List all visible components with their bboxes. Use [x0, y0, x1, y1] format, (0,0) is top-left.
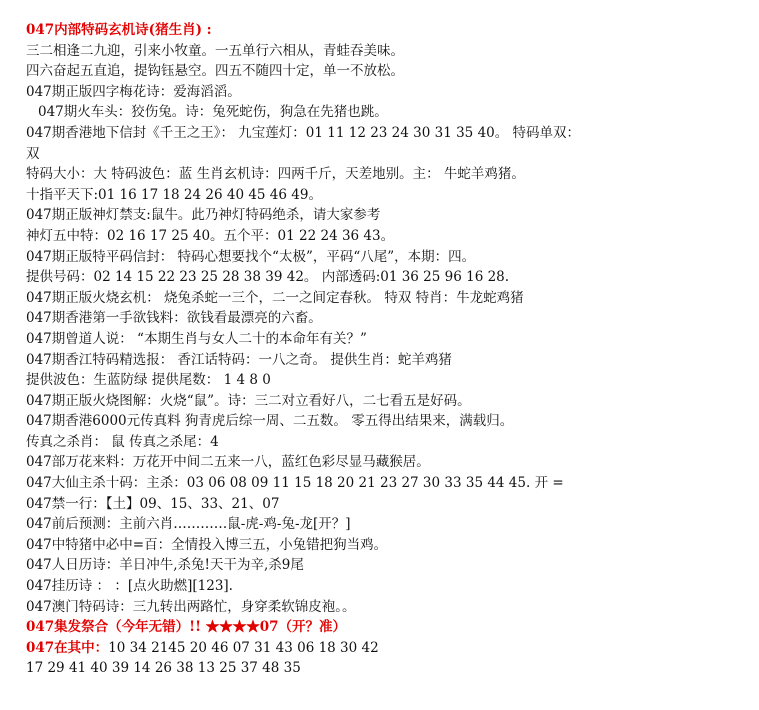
text-line: 047中特猪中必中=百：全情投入博三五，小兔错把狗当鸡。 — [26, 536, 388, 553]
text-line: 047禁一行：【土】09、15、33、21、07 — [26, 495, 280, 512]
text-line: 047期香港地下信封《千王之王》： 九宝莲灯：01 11 12 23 24 30 31 35 40。 特码单双： — [26, 124, 581, 141]
text-line: 双 — [26, 145, 40, 162]
text-block — [26, 20, 754, 679]
text-line: 047期正版特平码信封： 特码心想要找个“太极”，平码“八尾”，本期：四。 — [26, 248, 476, 265]
text-line: 047人日历诗：羊日冲牛,杀兔!天干为辛,杀9尾 — [26, 557, 304, 574]
text-line: 047期香江特码精选报： 香江话特码：一八之奇。 提供生肖：蛇羊鸡猪 — [26, 351, 452, 368]
text-line: 047期正版火烧图解：火烧“鼠”。诗：三二对立看好八，二七看五是好码。 — [26, 392, 471, 409]
text-line: 047期正版四字梅花诗：爱海滔滔。 — [26, 83, 241, 100]
text-line: 四六奋起五直追，提钩钰悬空。四五不随四十定，单一不放松。 — [26, 63, 404, 80]
text-line: 047期香港第一手欲钱料：欲钱看最漂亮的六畜。 — [26, 310, 322, 327]
text-line: 十指平天下:01 16 17 18 24 26 40 45 46 49。 — [26, 186, 322, 203]
text-line: 047期正版神灯禁支:鼠牛。此乃神灯特码绝杀，请大家参考 — [26, 207, 381, 224]
text-line: 特码大小：大 特码波色：蓝 生肖玄机诗：四两千斤，天差地别。主： 牛蛇羊鸡猪。 — [26, 166, 525, 183]
text-line: 047期正版火烧玄机： 烧兔杀蛇一三个，二一之间定春秋。 特双 特肖：牛龙蛇鸡猪 — [26, 289, 524, 306]
text-line: 047前后预测：主前六肖…………鼠-虎-鸡-兔-龙[开？] — [26, 516, 351, 533]
text-line: 047期曾道人说： “本期生肖与女人二十的本命年有关？” — [26, 330, 367, 347]
text-line: 提供号码：02 14 15 22 23 25 28 38 39 42。 内部透码:01 36 25 96 16 28. — [26, 269, 510, 286]
text-line: 047挂历诗 ： ：[点火助燃][123]. — [26, 578, 233, 595]
text-line: 047部万花来料：万花开中间二五来一八，蓝红色彩尽显马藏猴居。 — [26, 454, 430, 471]
text-line: 047澳门特码诗：三九转出两路忙，身穿柔软锦皮袍。。 — [26, 598, 356, 615]
text-line: 提供波色：生蓝防绿 提供尾数： 1 4 8 0 — [26, 372, 271, 389]
text-line: 047期火车头：狡伤兔。诗：兔死蛇伤，狗急在先猪也跳。 — [38, 104, 388, 121]
numbers-line — [26, 638, 754, 659]
numbers-line-values: 10 34 2145 20 46 07 31 43 06 18 30 42 — [108, 639, 379, 656]
text-line: 047大仙主杀十码：主杀：03 06 08 09 11 15 18 20 21 23 27 30 33 35 44 45. 开 = — [26, 475, 564, 492]
text-line: 047期香港6000元传真料 狗青虎后综一周、二五数。 零五得出结果来，满载归。 — [26, 413, 514, 430]
numbers-line: 17 29 41 40 39 14 26 38 13 25 37 48 35 — [26, 660, 301, 677]
document-title: 047内部特码玄机诗(猪生肖) : — [26, 22, 212, 38]
highlight-line: 047集发祭合（今年无错）!! ★★★★07（开？准） — [26, 619, 347, 636]
text-line: 三二相逢二九迎，引来小牧童。一五单行六相从，青蛙吞美味。 — [26, 42, 404, 59]
numbers-line-label: 047在其中： — [26, 639, 109, 656]
text-line: 传真之杀肖： 鼠 传真之杀尾：4 — [26, 433, 219, 450]
text-line: 神灯五中特：02 16 17 25 40。五个平：01 22 24 36 43。 — [26, 227, 395, 244]
